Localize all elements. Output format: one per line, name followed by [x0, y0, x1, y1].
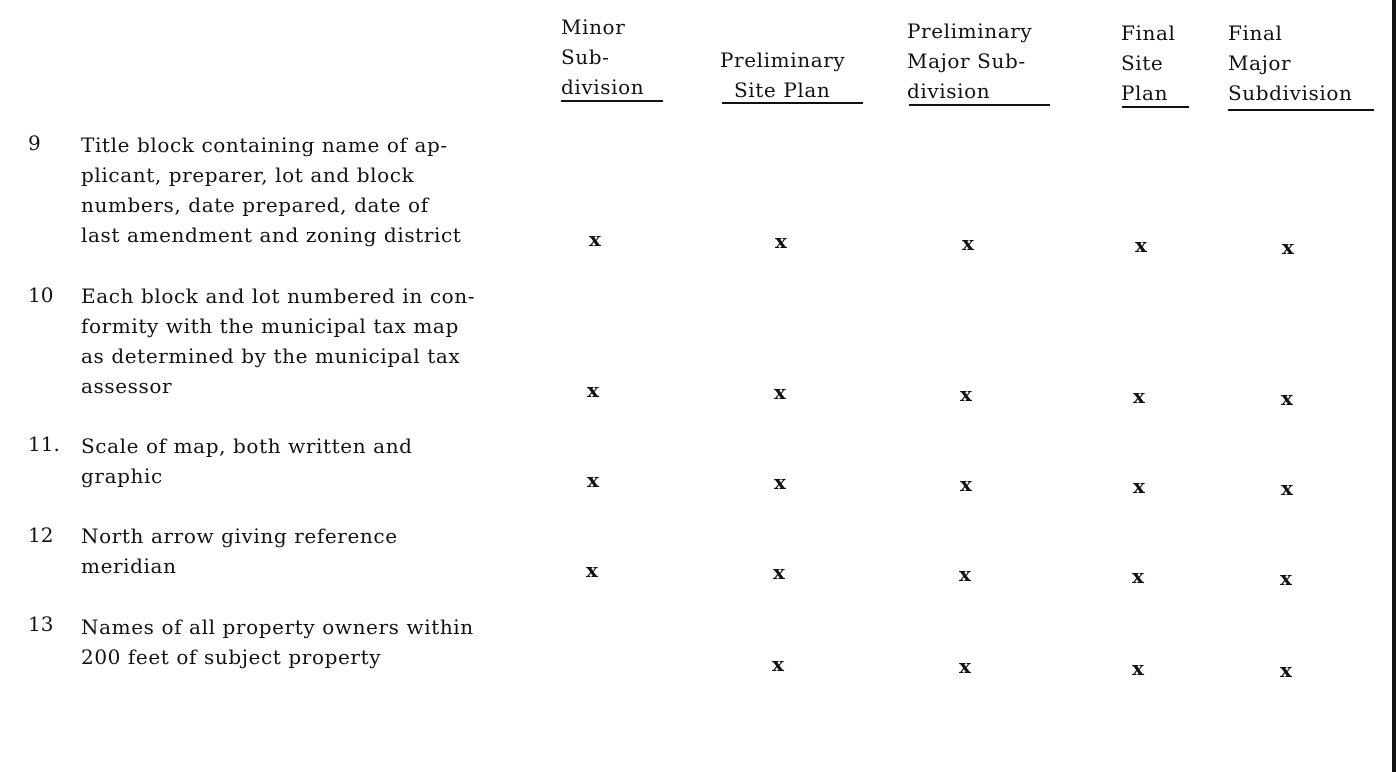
- requirement-mark: x: [1280, 658, 1292, 682]
- requirement-mark: x: [959, 654, 971, 678]
- requirement-mark: x: [774, 380, 786, 404]
- column-header-line: Final: [1228, 21, 1283, 45]
- row-description-line: formity with the municipal tax map: [81, 314, 459, 338]
- requirement-mark: x: [772, 652, 784, 676]
- row-description: [81, 281, 551, 401]
- requirement-mark: x: [1282, 235, 1294, 259]
- column-header-line: Sub-: [561, 45, 610, 69]
- requirement-mark: x: [775, 229, 787, 253]
- row-description: [81, 130, 551, 250]
- row-description-line: meridian: [81, 554, 177, 578]
- scan-edge-border: [1392, 0, 1396, 772]
- column-header-line: Preliminary: [907, 19, 1033, 43]
- column-header-preliminary-major-subdivision: [907, 16, 1032, 106]
- column-header-line: Final: [1121, 21, 1176, 45]
- row-number: 12: [28, 523, 54, 547]
- requirement-mark: x: [959, 562, 971, 586]
- requirement-mark: x: [774, 470, 786, 494]
- row-description: [81, 521, 551, 581]
- column-header-line: Site: [1121, 51, 1164, 75]
- row-description-line: assessor: [81, 374, 173, 398]
- requirement-mark: x: [960, 472, 972, 496]
- row-description-line: 200 feet of subject property: [81, 645, 382, 669]
- requirement-mark: x: [1133, 474, 1145, 498]
- row-description-line: plicant, preparer, lot and block: [81, 163, 415, 187]
- row-description-line: numbers, date prepared, date of: [81, 193, 429, 217]
- row-number: 9: [28, 131, 41, 155]
- requirement-mark: x: [589, 227, 601, 251]
- column-header-underline: [561, 100, 663, 102]
- row-description: [81, 612, 551, 672]
- row-description-line: Each block and lot numbered in con-: [81, 284, 476, 308]
- row-description-line: Scale of map, both written and: [81, 434, 413, 458]
- column-header-underline: [1122, 106, 1189, 108]
- requirement-mark: x: [960, 382, 972, 406]
- column-header-final-site-plan: [1121, 18, 1175, 108]
- requirement-mark: x: [1132, 564, 1144, 588]
- row-number: 10: [28, 283, 54, 307]
- column-header-underline: [722, 102, 863, 104]
- row-description-line: last amendment and zoning district: [81, 223, 462, 247]
- row-number: 11.: [28, 432, 60, 456]
- column-header-line: Major Sub-: [907, 49, 1026, 73]
- column-header-line: division: [907, 79, 991, 103]
- row-description-line: graphic: [81, 464, 163, 488]
- row-description: [81, 431, 551, 491]
- column-header-line: Subdivision: [1228, 81, 1353, 105]
- column-header-line: division: [561, 75, 645, 99]
- column-header-preliminary-site-plan: [720, 45, 845, 105]
- row-description-line: as determined by the municipal tax: [81, 344, 461, 368]
- row-description-line: Title block containing name of ap-: [81, 133, 448, 157]
- row-number: 13: [28, 612, 54, 636]
- column-header-line: Minor: [561, 15, 626, 39]
- requirement-mark: x: [1132, 656, 1144, 680]
- requirement-mark: x: [1281, 386, 1293, 410]
- requirement-mark: x: [1135, 233, 1147, 257]
- column-header-line: Plan: [1121, 81, 1169, 105]
- requirement-mark: x: [773, 560, 785, 584]
- column-header-line: Preliminary: [720, 48, 846, 72]
- column-header-line: Site Plan: [734, 78, 831, 102]
- column-header-line: Major: [1228, 51, 1292, 75]
- column-header-final-major-subdivision: [1228, 18, 1352, 108]
- requirement-mark: x: [587, 378, 599, 402]
- column-header-minor-subdivision: [561, 12, 644, 102]
- column-header-underline: [909, 104, 1050, 106]
- row-description-line: Names of all property owners within: [81, 615, 474, 639]
- requirement-mark: x: [1280, 566, 1292, 590]
- requirement-mark: x: [1133, 384, 1145, 408]
- row-description-line: North arrow giving reference: [81, 524, 398, 548]
- requirement-mark: x: [587, 468, 599, 492]
- requirement-mark: x: [1281, 476, 1293, 500]
- requirement-mark: x: [586, 558, 598, 582]
- column-header-underline: [1228, 109, 1374, 111]
- requirement-mark: x: [962, 231, 974, 255]
